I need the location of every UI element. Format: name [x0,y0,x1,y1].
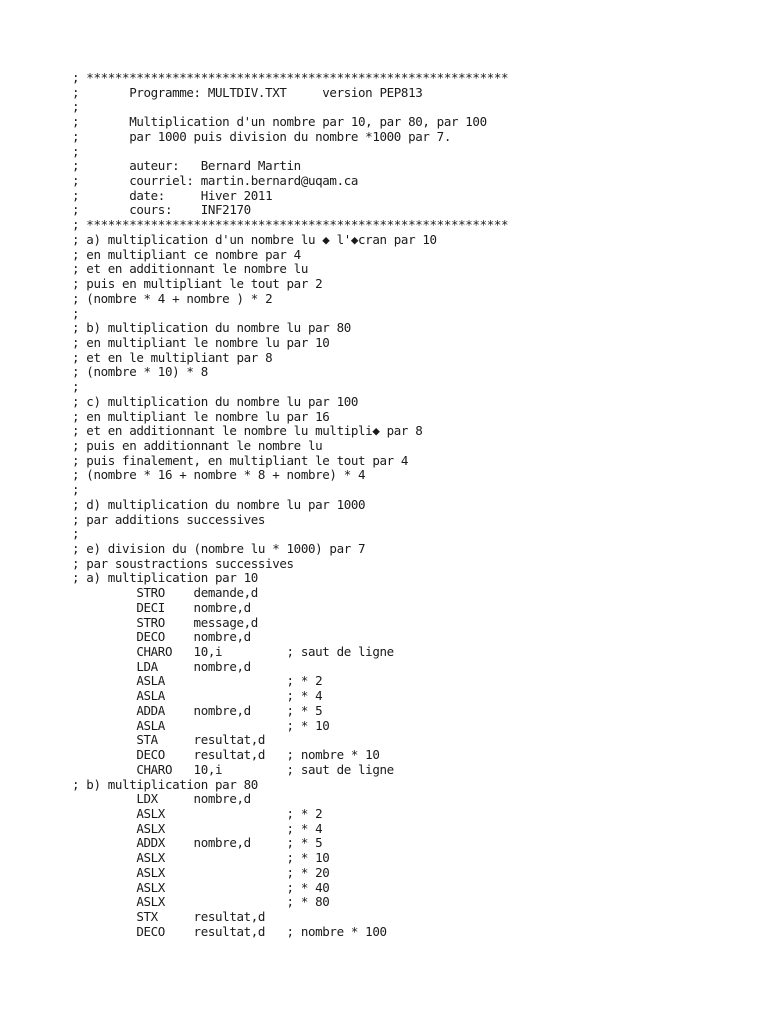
code-line: ; [72,482,80,498]
code-line: ; date: Hiver 2011 [72,187,273,203]
code-line: STRO demande,d [72,585,258,601]
code-line: ; [72,143,80,159]
code-line: ; b) multiplication par 80 [72,776,258,792]
code-line: ; c) multiplication du nombre lu par 100 [72,393,359,409]
code-line: ; en multipliant le nombre lu par 10 [72,334,330,350]
code-line: ; et en additionnant le nombre lu multipli◆ par 8 [72,423,423,439]
code-line: ; par additions successives [72,511,266,527]
code-line: ASLA ; * 10 [72,717,330,733]
code-line: LDX nombre,d [72,791,251,807]
code-line: ASLX ; * 4 [72,820,323,836]
code-line: DECO resultat,d ; nombre * 100 [72,923,387,939]
code-line: ASLX ; * 2 [72,805,323,821]
code-line: ; d) multiplication du nombre lu par 1000 [72,496,366,512]
code-line: ; puis en multipliant le tout par 2 [72,276,323,292]
code-line: ; (nombre * 4 + nombre ) * 2 [72,290,273,306]
code-listing [72,71,508,939]
code-line: ADDX nombre,d ; * 5 [72,835,323,851]
code-line: ; [72,526,80,542]
code-line: ASLA ; * 4 [72,688,323,704]
code-line: CHARO 10,i ; saut de ligne [72,761,394,777]
code-line: ; par soustractions successives [72,555,294,571]
code-line: ASLX ; * 10 [72,850,330,866]
code-line: ; (nombre * 10) * 8 [72,364,208,380]
code-line: ; (nombre * 16 + nombre * 8 + nombre) * 4 [72,467,366,483]
code-line: ; en multipliant le nombre lu par 16 [72,408,330,424]
code-line: STRO message,d [72,614,258,630]
code-line: ADDA nombre,d ; * 5 [72,702,323,718]
code-line: ; auteur: Bernard Martin [72,158,301,174]
code-line: STA resultat,d [72,732,266,748]
code-line: ASLX ; * 80 [72,894,330,910]
code-line: DECO nombre,d [72,629,251,645]
code-line: ASLA ; * 2 [72,673,323,689]
code-line: DECI nombre,d [72,599,251,615]
code-line: ; cours: INF2170 [72,202,251,218]
code-line: ; en multipliant ce nombre par 4 [72,246,301,262]
code-line: DECO resultat,d ; nombre * 10 [72,747,380,763]
code-line: ; et en le multipliant par 8 [72,349,273,365]
code-line: ; courriel: martin.bernard@uqam.ca [72,173,359,189]
code-line: ; Multiplication d'un nombre par 10, par 80, par 100 [72,114,487,130]
code-line: LDA nombre,d [72,658,251,674]
code-line: ; puis en additionnant le nombre lu [72,437,323,453]
code-line: ; e) division du (nombre lu * 1000) par 7 [72,541,366,556]
code-line: ; a) multiplication d'un nombre lu ◆ l'◆cran par 10 [72,231,437,247]
code-line: ASLX ; * 20 [72,864,330,880]
code-line: ; [72,99,80,115]
code-line: ; a) multiplication par 10 [72,570,258,586]
code-line: ASLX ; * 40 [72,879,330,895]
code-line: ; Programme: MULTDIV.TXT version PEP813 [72,84,423,100]
code-line: ; *********************************************************** [72,217,509,233]
code-line: ; puis finalement, en multipliant le tout par 4 [72,452,409,468]
code-line: ; b) multiplication du nombre lu par 80 [72,320,351,336]
code-line: ; [72,379,80,395]
code-line: ; *********************************************************** [72,70,509,85]
code-line: ; par 1000 puis division du nombre *1000 par 7. [72,128,451,144]
code-line: CHARO 10,i ; saut de ligne [72,644,394,660]
code-line: STX resultat,d [72,908,266,924]
code-line: ; [72,305,80,321]
code-line: ; et en additionnant le nombre lu [72,261,308,277]
